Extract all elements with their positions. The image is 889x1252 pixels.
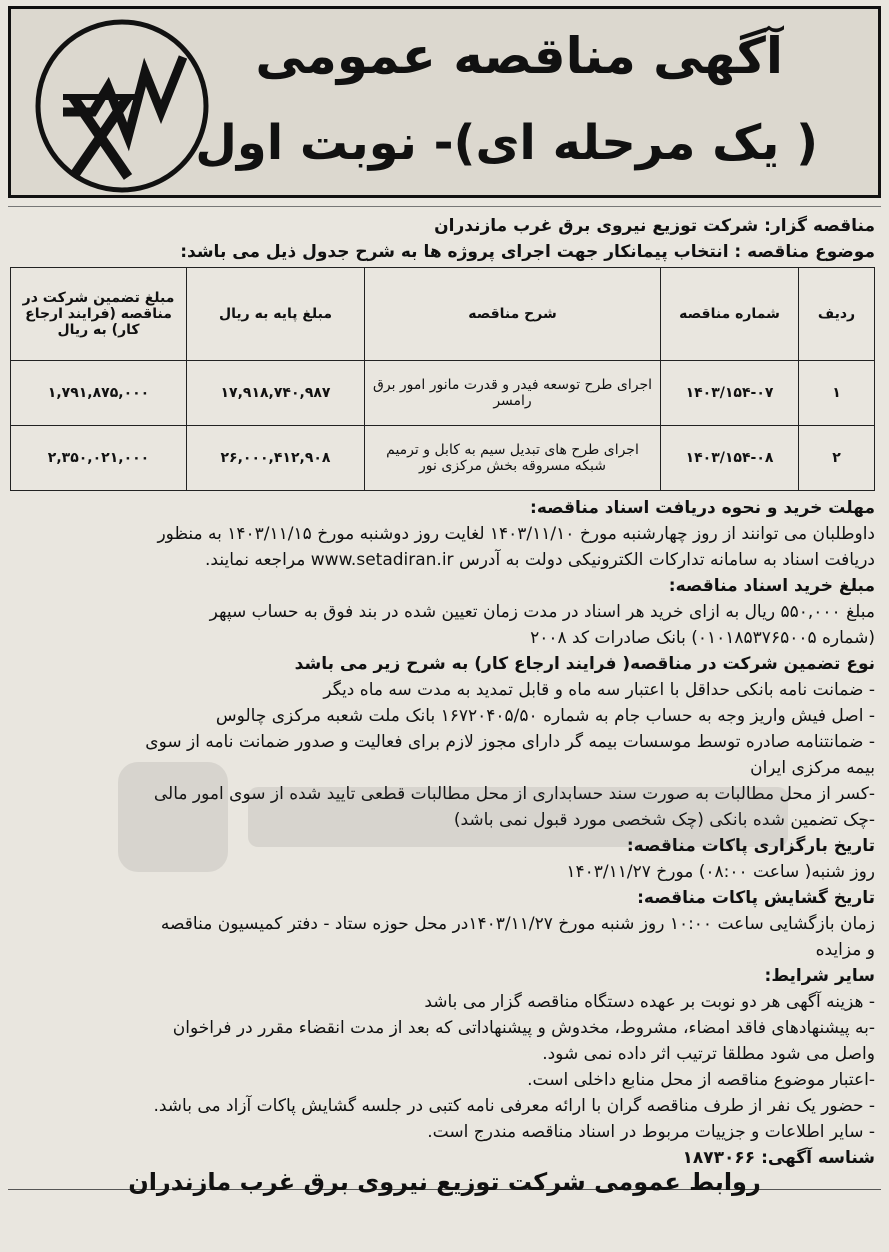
body-line: نوع تضمین شرکت در مناقصه( فرایند ارجاع کار) به شرح زیر می باشد	[294, 654, 875, 674]
header-row-number: ردیف	[799, 268, 875, 361]
tender-table	[10, 267, 875, 491]
ad-id-line: شناسه آگهی: ۱۸۷۳۰۶۶	[682, 1148, 875, 1168]
table-row	[11, 426, 875, 491]
page-subtitle: ( یک مرحله ای)- نوبت اول	[195, 115, 818, 171]
body-line: تاریخ گشایش پاکات مناقصه:	[637, 888, 875, 908]
body-line: - حضور یک نفر از طرف مناقصه گران با ارائه معرفی نامه کتبی در جلسه گشایش پاکات آزاد می باشد.	[153, 1096, 875, 1116]
header-guarantee: مبلغ تضمین شرکت در مناقصه (فرایند ارجاع کار) به ریال	[11, 268, 187, 361]
body-line: سایر شرایط:	[764, 966, 875, 986]
cell-number: ۱۴۰۳/۱۵۴-۰۷	[661, 361, 799, 426]
body-line: -به پیشنهادهای فاقد امضاء، مشروط، مخدوش و پیشنهاداتی که بعد از مدت انقضاء مقرر در فراخوان	[172, 1018, 875, 1038]
announcement-body	[8, 206, 881, 1212]
header-tender-number: شماره مناقصه	[661, 268, 799, 361]
body-line: - هزینه آگهی هر دو نوبت بر عهده دستگاه مناقصه گزار می باشد	[424, 992, 875, 1012]
cell-guarantee: ۲,۳۵۰,۰۲۱,۰۰۰	[11, 426, 187, 491]
body-line: واصل می شود مطلقا ترتیب اثر داده نمی شود.	[542, 1044, 875, 1064]
table-header-row	[11, 268, 875, 361]
body-line: مبلغ ۵۵۰,۰۰۰ ریال به ازای خرید هر اسناد در مدت زمان تعیین شده در بند فوق به حساب سپهر	[209, 602, 875, 622]
cell-description: اجرای طرح توسعه فیدر و قدرت مانور امور برق رامسر	[365, 361, 661, 426]
body-line: دریافت اسناد به سامانه تدارکات الکترونیکی دولت به آدرس www.setadiran.ir مراجعه نمایند.	[205, 550, 875, 570]
body-line: - اصل فیش واریز وجه به حساب جام به شماره ۱۶۷۲۰۴۰۵/۵۰ بانک ملت شعبه مرکزی چالوس	[215, 706, 875, 726]
body-line: - سایر اطلاعات و جزییات مربوط در اسناد مناقصه مندرج است.	[427, 1122, 875, 1142]
cell-description: اجرای طرح های تبدیل سیم به کابل و ترمیم شبکه مسروقه بخش مرکزی نور	[365, 426, 661, 491]
organizer-line: مناقصه گزار: شرکت توزیع نیروی برق غرب مازندران	[434, 216, 875, 236]
body-line: مبلغ خرید اسناد مناقصه:	[668, 576, 875, 596]
cell-base-amount: ۱۷,۹۱۸,۷۴۰,۹۸۷	[187, 361, 365, 426]
body-line: (شماره ۰۱۰۱۸۵۳۷۶۵۰۰۵) بانک صادرات کد ۲۰۰۸	[530, 628, 875, 648]
header-description: شرح مناقصه	[365, 268, 661, 361]
body-line: تاریخ بارگزاری پاکات مناقصه:	[626, 836, 875, 856]
body-line: -اعتبار موضوع مناقصه از محل منابع داخلی است.	[527, 1070, 875, 1090]
body-line: -کسر از محل مطالبات به صورت سند حسابداری از محل مطالبات قطعی تایید شده از سوی امور مالی	[153, 784, 875, 804]
body-line: زمان بازگشایی ساعت ۱۰:۰۰ روز شنبه مورخ ۱۴۰۳/۱۱/۲۷در محل حوزه ستاد - دفتر کمیسیون مناقصه	[160, 914, 875, 934]
company-logo-icon	[33, 17, 211, 195]
body-line: مهلت خرید و نحوه دریافت اسناد مناقصه:	[530, 498, 875, 518]
body-line: روز شنبه( ساعت ۰۸:۰۰) مورخ ۱۴۰۳/۱۱/۲۷	[566, 862, 875, 882]
header-base-amount: مبلغ پایه به ریال	[187, 268, 365, 361]
cell-number: ۱۴۰۳/۱۵۴-۰۸	[661, 426, 799, 491]
cell-row: ۲	[799, 426, 875, 491]
header-box	[8, 6, 881, 198]
table-row	[11, 361, 875, 426]
body-line: - ضمانت نامه بانکی حداقل با اعتبار سه ماه و قابل تمدید به مدت سه ماه دیگر	[323, 680, 875, 700]
page-title: آگهی مناقصه عمومی	[255, 27, 783, 85]
cell-row: ۱	[799, 361, 875, 426]
body-line: داوطلبان می توانند از روز چهارشنبه مورخ ۱۴۰۳/۱۱/۱۰ لغایت روز دوشنبه مورخ ۱۴۰۳/۱۱/۱۵ به منظور	[157, 524, 875, 544]
subject-line: موضوع مناقصه : انتخاب پیمانکار جهت اجرای پروژه ها به شرح جدول ذیل می باشد:	[180, 242, 875, 262]
cell-base-amount: ۲۶,۰۰۰,۴۱۲,۹۰۸	[187, 426, 365, 491]
body-line: -چک تضمین شده بانکی (چک شخصی مورد قبول نمی باشد)	[453, 810, 875, 830]
cell-guarantee: ۱,۷۹۱,۸۷۵,۰۰۰	[11, 361, 187, 426]
body-text	[14, 495, 875, 1171]
footer-signature: روابط عمومی شرکت توزیع نیروی برق غرب مازندران	[128, 1168, 761, 1196]
body-line: و مزایده	[815, 940, 875, 960]
body-line: - ضمانتنامه صادره توسط موسسات بیمه گر دارای مجوز لازم برای فعالیت و صدور ضمانت نامه از سوی	[145, 732, 875, 752]
body-line: بیمه مرکزی ایران	[750, 758, 875, 778]
